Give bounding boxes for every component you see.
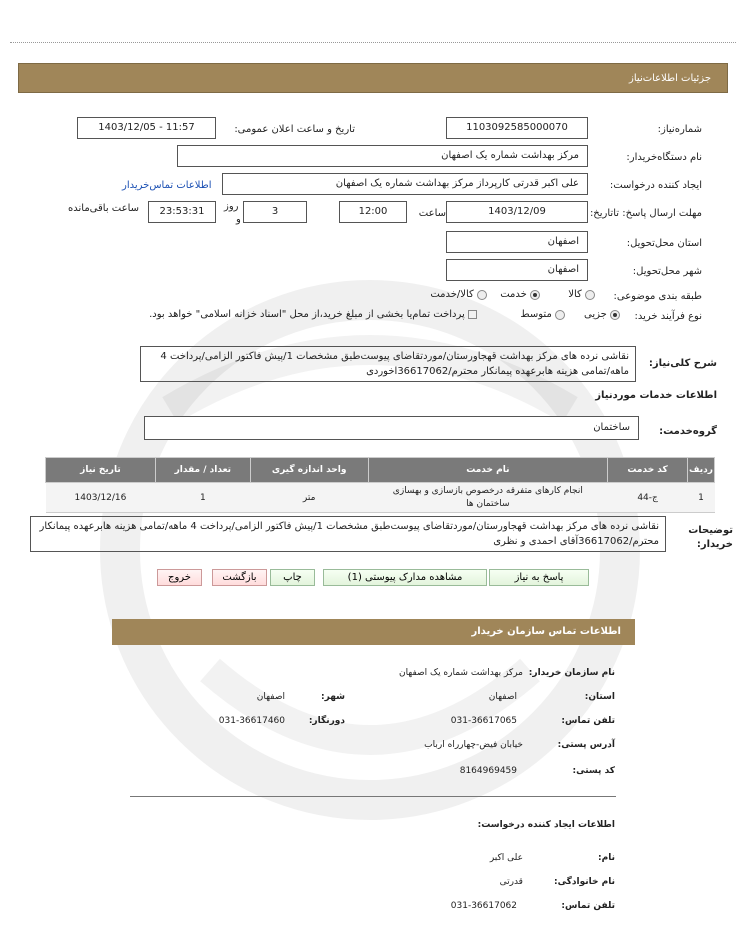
contact-title: اطلاعات تماس سازمان خریدار [471, 626, 621, 637]
contact-address-value: خیابان فیض-چهارراه ارباب [424, 740, 523, 750]
creator-label: ایجاد کننده درخواست: [609, 180, 702, 191]
contact-postal-label: کد پستی: [572, 766, 615, 776]
contact-fax-label: دورنگار: [308, 716, 345, 726]
col-date: تاریخ نیاز [46, 458, 156, 483]
process-option-medium[interactable]: متوسط [520, 309, 565, 321]
contact-org-label: نام سازمان خریدار: [528, 668, 615, 678]
creator-first-name-value: علی اکبر [489, 853, 523, 863]
col-name: نام خدمت [368, 458, 608, 483]
category-option-goods[interactable]: کالا [568, 289, 595, 301]
province-label: استان محل‌تحویل: [626, 238, 702, 249]
reply-button[interactable]: پاسخ به نیاز [489, 569, 589, 586]
creator-phone-label: تلفن تماس: [561, 901, 615, 911]
services-section-title: اطلاعات خدمات موردنیاز [595, 390, 717, 401]
remaining-time-field: 23:53:31 [148, 201, 216, 223]
category-option-service[interactable]: خدمت [500, 289, 540, 301]
print-button[interactable]: چاپ [270, 569, 315, 586]
radio-service-icon[interactable] [530, 290, 540, 300]
contact-postal-value: 8164969459 [459, 766, 517, 776]
description-label: شرح کلی‌نیاز: [648, 358, 717, 369]
exit-button[interactable]: خروج [157, 569, 202, 586]
creator-field: علی اکبر قدرتی کارپرداز مرکز بهداشت شماره یک اصفهان [222, 173, 588, 195]
view-attachments-button[interactable]: مشاهده مدارک پیوستی (1) [323, 569, 487, 586]
contact-org-value: مرکز بهداشت شماره یک اصفهان [398, 668, 523, 678]
category-label: طبقه بندی موضوعی: [613, 291, 702, 302]
buyer-notes-label: توضیحات خریدار: [688, 525, 733, 550]
cell-code: ج-44 [608, 483, 688, 513]
buyer-org-label: نام دستگاه‌خریدار: [626, 152, 702, 163]
process-option-minor[interactable]: جزیی [584, 309, 620, 321]
creator-info-title: اطلاعات ایجاد کننده درخواست: [477, 820, 615, 830]
creator-last-name-label: نام خانوادگی: [553, 877, 615, 887]
deadline-time-label: ساعت [418, 208, 446, 219]
and-label: و [236, 214, 241, 225]
contact-address-label: آدرس پستی: [557, 740, 615, 750]
cell-name: انجام کارهای متفرقه درخصوص بازسازی و بهسازی ساختمان ها [368, 483, 608, 513]
contact-province-label: استان: [584, 692, 615, 702]
announce-field: 1403/12/05 - 11:57 [77, 117, 216, 139]
contact-city-label: شهر: [321, 692, 345, 702]
deadline-label: مهلت ارسال پاسخ: تاتاریخ: [589, 208, 702, 219]
province-field: اصفهان [446, 231, 588, 253]
top-divider [10, 42, 736, 43]
buyer-org-field: مرکز بهداشت شماره یک اصفهان [177, 145, 588, 167]
need-number-label: شماره‌نیاز: [657, 124, 702, 135]
creator-last-name-value: قدرتی [499, 877, 523, 887]
contact-header [112, 619, 635, 645]
buyer-notes-field: نقاشی نرده های مرکز بهداشت قهجاورستان/موردتقاضای پیوست‌طبق مشخصات 1/پیش فاکتور الزامی/پرداخت 4 ماهه/تمامی هزینه هابرعهده پیمانکار محترم/36617062آقای احمدی و نظری [30, 516, 666, 552]
table-row [46, 483, 715, 513]
contact-phone-label: تلفن تماس: [561, 716, 615, 726]
city-label: شهر محل‌تحویل: [632, 266, 702, 277]
contact-province-value: اصفهان [488, 692, 517, 702]
cell-row: 1 [688, 483, 715, 513]
service-group-label: گروه‌خدمت: [659, 426, 717, 437]
remaining-label: ساعت باقی‌مانده [68, 203, 140, 214]
description-field: نقاشی نرده های مرکز بهداشت قهجاورستان/موردتقاضای پیوست‌طبق مشخصات 1/پیش فاکتور الزامی/پرداخت 4 ماهه/تمامی هزینه هابرعهده پیمانکار محترم/36617062اخوردی [140, 346, 636, 382]
contact-city-value: اصفهان [256, 692, 285, 702]
creator-first-name-label: نام: [598, 853, 615, 863]
col-row: ردیف [688, 458, 715, 483]
contact-divider [130, 796, 616, 797]
checkbox-icon[interactable] [468, 310, 477, 319]
creator-phone-value: 031-36617062 [450, 901, 517, 911]
page-header [18, 63, 728, 93]
buyer-contact-link[interactable]: اطلاعات تماس‌خریدار [122, 180, 212, 191]
service-group-field: ساختمان [144, 416, 639, 440]
category-option-goods-service[interactable]: کالا/خدمت [430, 289, 487, 301]
col-qty: تعداد / مقدار [155, 458, 250, 483]
deadline-time-field: 12:00 [339, 201, 407, 223]
services-table [45, 457, 715, 513]
process-label: نوع فرآیند خرید: [634, 311, 702, 322]
deadline-date-field: 1403/12/09 [446, 201, 588, 223]
col-unit: واحد اندازه گیری [250, 458, 368, 483]
col-code: کد خدمت [608, 458, 688, 483]
page-title: جزئیات اطلاعات‌نیاز [629, 73, 711, 84]
cell-date: 1403/12/16 [46, 483, 156, 513]
contact-fax-value: 031-36617460 [218, 716, 285, 726]
radio-medium-icon[interactable] [555, 310, 565, 320]
radio-goods-service-icon[interactable] [477, 290, 487, 300]
announce-label: تاریخ و ساعت اعلان عمومی: [234, 124, 355, 135]
radio-goods-icon[interactable] [585, 290, 595, 300]
city-field: اصفهان [446, 259, 588, 281]
radio-minor-icon[interactable] [610, 310, 620, 320]
days-field: 3 [243, 201, 307, 223]
cell-unit: متر [250, 483, 368, 513]
treasury-payment-option[interactable]: پرداخت تمام‌یا بخشی از مبلغ خرید،از محل "اسناد خزانه اسلامی" خواهد بود. [149, 309, 477, 321]
need-number-field: 1103092585000070 [446, 117, 588, 139]
cell-qty: 1 [155, 483, 250, 513]
back-button[interactable]: بازگشت [212, 569, 267, 586]
days-label: روز [224, 201, 239, 212]
table-header-row [46, 458, 715, 483]
contact-phone-value: 031-36617065 [450, 716, 517, 726]
